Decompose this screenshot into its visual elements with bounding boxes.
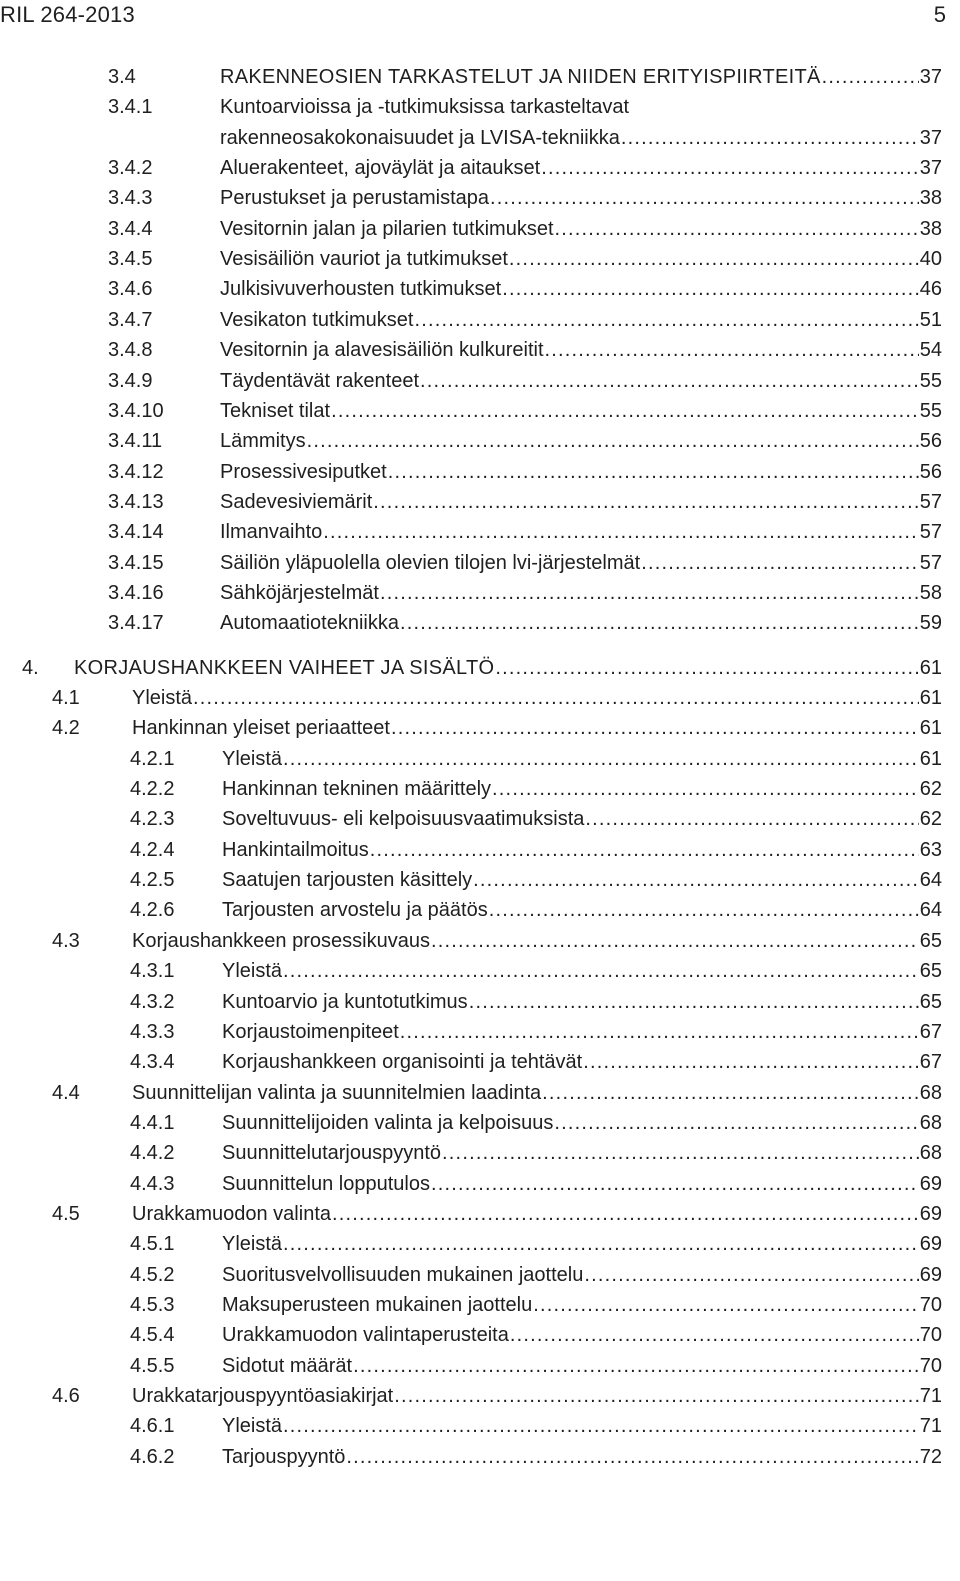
toc-entry-title: Suunnittelijoiden valinta ja kelpoisuus bbox=[222, 1111, 554, 1134]
toc-entry-number: 3.4.15 bbox=[108, 551, 164, 574]
toc-entry bbox=[108, 244, 942, 274]
toc-entry-number: 4.2.5 bbox=[130, 869, 175, 892]
toc-entry-number: 3.4.13 bbox=[108, 490, 164, 513]
toc-entry-number: 4.4.3 bbox=[130, 1172, 175, 1195]
toc-entry-page: 70 bbox=[919, 1294, 942, 1316]
toc-entry bbox=[130, 744, 942, 774]
toc-entry-number: 4.6.2 bbox=[130, 1445, 175, 1468]
toc-entry-title: Tarjousten arvostelu ja päätös bbox=[222, 899, 488, 922]
toc-entry bbox=[130, 865, 942, 895]
toc-entry-number: 4.3 bbox=[52, 929, 80, 952]
toc-dot-leader bbox=[533, 1290, 919, 1320]
toc-entry-page: 38 bbox=[919, 187, 942, 210]
toc-entry-title: Yleistä bbox=[222, 1233, 283, 1256]
toc-dot-leader bbox=[822, 62, 919, 92]
toc-dot-leader bbox=[502, 274, 919, 304]
toc-entry-number: 4.5.5 bbox=[130, 1354, 175, 1377]
toc-entry-page: 56 bbox=[919, 430, 942, 453]
toc-entry-title: Sähköjärjestelmät bbox=[220, 581, 379, 604]
toc-entry-page: 68 bbox=[919, 1111, 942, 1134]
toc-entry-page: 37 bbox=[919, 157, 942, 180]
toc-entry bbox=[130, 1017, 942, 1047]
toc-dot-leader bbox=[492, 774, 919, 804]
toc-entry bbox=[108, 274, 942, 304]
toc-dot-leader bbox=[193, 683, 919, 713]
toc-entry bbox=[108, 62, 942, 92]
toc-entry-number: 4.2.1 bbox=[130, 747, 175, 770]
toc-entry-page: 57 bbox=[919, 551, 942, 574]
toc-entry-number: 4.5.2 bbox=[130, 1263, 175, 1286]
toc-entry-number: 3.4.11 bbox=[108, 430, 163, 453]
toc-entry-title: Korjaustoimenpiteet bbox=[222, 1020, 399, 1043]
toc-entry-page: 67 bbox=[919, 1051, 942, 1074]
toc-dot-leader bbox=[542, 1078, 919, 1108]
toc-dot-leader bbox=[380, 578, 919, 608]
toc-entry-number: 3.4.5 bbox=[108, 248, 153, 271]
toc-dot-leader bbox=[394, 1381, 919, 1411]
toc-entry-title: Korjaushankkeen organisointi ja tehtävät bbox=[222, 1051, 583, 1074]
toc-entry-page: 40 bbox=[919, 248, 942, 271]
toc-entry-number: 4.1 bbox=[52, 687, 80, 709]
toc-entry bbox=[108, 578, 942, 608]
toc-entry-number: 4.6.1 bbox=[130, 1415, 175, 1438]
toc-dot-leader bbox=[307, 426, 919, 456]
toc-entry-page: 57 bbox=[919, 490, 942, 513]
page-number: 5 bbox=[933, 2, 946, 27]
toc-entry-page: 56 bbox=[919, 460, 942, 483]
toc-entry-title: Suunnittelijan valinta ja suunnitelmien laadinta bbox=[132, 1081, 542, 1104]
toc-entry-number: 3.4.17 bbox=[108, 612, 164, 635]
toc-dot-leader bbox=[554, 1108, 918, 1138]
toc-entry bbox=[22, 653, 942, 683]
toc-entry-number: 4.2.4 bbox=[130, 838, 175, 861]
toc-entry bbox=[108, 335, 942, 365]
toc-entry-page: 38 bbox=[919, 217, 942, 240]
toc-entry bbox=[130, 804, 942, 834]
toc-dot-leader bbox=[331, 396, 919, 426]
toc-entry bbox=[130, 1320, 942, 1350]
toc-entry-title: Vesitornin jalan ja pilarien tutkimukset bbox=[220, 217, 554, 240]
toc-entry-title: Yleistä bbox=[222, 747, 283, 770]
toc-entry-title: Suunnittelutarjouspyyntö bbox=[222, 1142, 442, 1165]
toc-entry-title: Yleistä bbox=[132, 687, 193, 709]
toc-entry-number: 3.4.9 bbox=[108, 369, 153, 392]
toc-entry-page: 57 bbox=[919, 521, 942, 544]
toc-entry-page: 68 bbox=[919, 1081, 942, 1104]
toc-entry bbox=[130, 1260, 942, 1290]
toc-entry-title: Yleistä bbox=[222, 1415, 283, 1438]
toc-dot-leader bbox=[373, 487, 918, 517]
toc-entry-title: Perustukset ja perustamistapa bbox=[220, 187, 490, 210]
toc-dot-leader bbox=[541, 153, 919, 183]
toc-entry-number: 4.2 bbox=[52, 717, 80, 740]
toc-entry-title: Prosessivesiputket bbox=[220, 460, 387, 483]
toc-entry bbox=[52, 1078, 942, 1108]
toc-entry-title: Urakkamuodon valintaperusteita bbox=[222, 1324, 509, 1347]
toc-entry-number: 3.4.2 bbox=[108, 157, 153, 180]
toc-entry-title: Vesisäiliön vauriot ja tutkimukset bbox=[220, 248, 508, 271]
toc-entry-page: 70 bbox=[919, 1324, 942, 1347]
toc-entry-title: Ilmanvaihto bbox=[220, 521, 323, 544]
toc-entry bbox=[130, 895, 942, 925]
toc-entry-number: 4.4.1 bbox=[130, 1111, 175, 1134]
toc-dot-leader bbox=[584, 1260, 918, 1290]
toc-dot-leader bbox=[641, 548, 919, 578]
toc-entry bbox=[130, 1411, 942, 1441]
toc-entry-number: 4.5 bbox=[52, 1202, 80, 1225]
toc-dot-leader bbox=[545, 335, 919, 365]
toc-entry-number: 3.4.4 bbox=[108, 217, 153, 240]
toc-entry bbox=[108, 123, 942, 153]
toc-entry bbox=[52, 1381, 942, 1411]
toc-entry-number: 3.4.1 bbox=[108, 96, 153, 119]
toc-dot-leader bbox=[400, 1017, 919, 1047]
toc-dot-leader bbox=[346, 1442, 918, 1472]
toc-entry bbox=[108, 517, 942, 547]
toc-dot-leader bbox=[509, 244, 919, 274]
toc-entry-title: Soveltuvuus- eli kelpoisuusvaatimuksista bbox=[222, 808, 585, 831]
toc-dot-leader bbox=[388, 457, 919, 487]
toc-dot-leader bbox=[283, 956, 919, 986]
toc-entry-page: 71 bbox=[919, 1415, 942, 1438]
toc-entry-title: Julkisivuverhousten tutkimukset bbox=[220, 278, 502, 301]
toc-entry-number: 3.4.8 bbox=[108, 339, 153, 362]
toc-entry-page: 64 bbox=[919, 869, 942, 892]
toc-dot-leader bbox=[323, 517, 918, 547]
toc-entry-page: 65 bbox=[919, 960, 942, 983]
toc-entry-number: 3.4.12 bbox=[108, 460, 164, 483]
toc-entry-page: 68 bbox=[919, 1142, 942, 1165]
toc-entry-number: 4.5.4 bbox=[130, 1324, 175, 1347]
toc-dot-leader bbox=[489, 895, 919, 925]
toc-entry bbox=[130, 1138, 942, 1168]
toc-entry-number: 3.4.14 bbox=[108, 521, 164, 544]
toc-entry bbox=[130, 835, 942, 865]
toc-entry-title: KORJAUSHANKKEEN VAIHEET JA SISÄLTÖ bbox=[74, 656, 495, 679]
toc-entry-title: Tarjouspyyntö bbox=[222, 1445, 346, 1468]
toc-entry-page: 65 bbox=[919, 929, 942, 952]
toc-entry bbox=[108, 92, 942, 122]
toc-entry-page: 59 bbox=[919, 612, 942, 635]
toc-entry-page: 61 bbox=[919, 656, 942, 679]
toc-entry-page: 67 bbox=[919, 1020, 942, 1043]
toc-entry-number: 4.3.4 bbox=[130, 1051, 175, 1074]
toc-dot-leader bbox=[510, 1320, 919, 1350]
toc-entry bbox=[130, 1108, 942, 1138]
toc-dot-leader bbox=[283, 744, 919, 774]
toc-entry-page: 55 bbox=[919, 369, 942, 392]
toc-entry-title: Säiliön yläpuolella olevien tilojen lvi-järjestelmät bbox=[220, 551, 641, 574]
toc-entry-number: 4.3.3 bbox=[130, 1020, 175, 1043]
toc-dot-leader bbox=[431, 926, 919, 956]
toc-dot-leader bbox=[431, 1169, 919, 1199]
toc-entry-title: Yleistä bbox=[222, 960, 283, 983]
toc-entry bbox=[108, 396, 942, 426]
toc-entry-title: Urakkatarjouspyyntöasiakirjat bbox=[132, 1385, 394, 1408]
toc-entry-title: Aluerakenteet, ajoväylät ja aitaukset bbox=[220, 157, 541, 180]
toc-entry bbox=[108, 457, 942, 487]
toc-entry-number: 4.2.6 bbox=[130, 899, 175, 922]
toc-entry bbox=[130, 956, 942, 986]
toc-entry-page: 65 bbox=[919, 990, 942, 1013]
toc-dot-leader bbox=[621, 123, 919, 153]
toc-entry bbox=[52, 713, 942, 743]
toc-entry-title: Täydentävät rakenteet bbox=[220, 369, 420, 392]
toc-entry-page: 62 bbox=[919, 778, 942, 801]
toc-entry-number: 4.6 bbox=[52, 1385, 80, 1408]
toc-entry bbox=[108, 487, 942, 517]
toc-entry-page: 61 bbox=[919, 687, 942, 709]
toc-entry bbox=[52, 926, 942, 956]
toc-entry bbox=[130, 774, 942, 804]
toc-entry bbox=[52, 683, 942, 713]
toc-dot-leader bbox=[583, 1047, 919, 1077]
toc-entry bbox=[108, 608, 942, 638]
toc-entry bbox=[108, 305, 942, 335]
toc-entry-page: 63 bbox=[919, 838, 942, 861]
toc-entry-title: Sadevesiviemärit bbox=[220, 490, 373, 513]
toc-entry-title: Korjaushankkeen prosessikuvaus bbox=[132, 929, 430, 952]
toc-dot-leader bbox=[442, 1138, 919, 1168]
toc-dot-leader bbox=[420, 366, 919, 396]
toc-entry bbox=[130, 1169, 942, 1199]
toc-entry-number: 3.4.10 bbox=[108, 399, 164, 422]
toc-entry bbox=[130, 1047, 942, 1077]
toc-entry-number: 4.4 bbox=[52, 1081, 80, 1104]
toc-dot-leader bbox=[495, 653, 918, 683]
toc-dot-leader bbox=[332, 1199, 919, 1229]
toc-entry-title: Kuntoarvio ja kuntotutkimus bbox=[222, 990, 468, 1013]
toc-entry-number: 3.4.7 bbox=[108, 308, 153, 331]
toc-dot-leader bbox=[414, 305, 918, 335]
toc-entry-page: 46 bbox=[919, 278, 942, 301]
toc-dot-leader bbox=[473, 865, 919, 895]
toc-entry-number: 4.3.1 bbox=[130, 960, 175, 983]
toc-entry-title: Hankinnan yleiset periaatteet bbox=[132, 717, 390, 740]
toc-entry-page: 58 bbox=[919, 581, 942, 604]
toc-entry-title: Kuntoarvioissa ja -tutkimuksissa tarkasteltavat bbox=[220, 96, 630, 119]
toc-entry bbox=[130, 1290, 942, 1320]
toc-entry-page: 72 bbox=[919, 1445, 942, 1468]
toc-entry-number: 3.4 bbox=[108, 66, 136, 88]
toc-entry bbox=[108, 366, 942, 396]
toc-entry-page: 61 bbox=[919, 717, 942, 740]
toc-entry bbox=[108, 183, 942, 213]
toc-dot-leader bbox=[283, 1229, 919, 1259]
toc-entry-page: 55 bbox=[919, 399, 942, 422]
toc-entry-number: 4.3.2 bbox=[130, 990, 175, 1013]
toc-entry-title: Tekniset tilat bbox=[220, 399, 331, 422]
document-id: RIL 264-2013 bbox=[0, 2, 135, 27]
toc-entry-page: 37 bbox=[919, 126, 942, 149]
toc-dot-leader bbox=[490, 183, 919, 213]
toc-entry-number: 4.5.3 bbox=[130, 1294, 175, 1316]
toc-entry bbox=[130, 987, 942, 1017]
toc-entry bbox=[130, 1442, 942, 1472]
toc-entry-title: Saatujen tarjousten käsittely bbox=[222, 869, 473, 892]
toc-entry bbox=[130, 1351, 942, 1381]
toc-entry-title: Maksuperusteen mukainen jaottelu bbox=[222, 1294, 533, 1316]
toc-entry-page: 54 bbox=[919, 339, 942, 362]
toc-entry-title: rakenneosakokonaisuudet ja LVISA-tekniikka bbox=[220, 126, 620, 149]
toc-entry-number: 3.4.3 bbox=[108, 187, 153, 210]
toc-entry-title: Vesitornin ja alavesisäiliön kulkureitit bbox=[220, 339, 544, 362]
toc-entry bbox=[52, 1199, 942, 1229]
toc-entry-page: 62 bbox=[919, 808, 942, 831]
toc-entry-page: 69 bbox=[919, 1263, 942, 1286]
toc-entry-page: 70 bbox=[919, 1354, 942, 1377]
toc-dot-leader bbox=[391, 713, 919, 743]
toc-entry bbox=[108, 426, 942, 456]
toc-entry-page: 69 bbox=[919, 1233, 942, 1256]
toc-dot-leader bbox=[370, 835, 919, 865]
toc-entry-number: 4. bbox=[22, 656, 39, 679]
toc-dot-leader bbox=[400, 608, 919, 638]
toc-entry bbox=[108, 153, 942, 183]
toc-entry bbox=[108, 214, 942, 244]
toc-entry-title: RAKENNEOSIEN TARKASTELUT JA NIIDEN ERITYISPIIRTEITÄ bbox=[220, 66, 821, 88]
toc-entry-number: 3.4.6 bbox=[108, 278, 153, 301]
toc-entry-number: 4.2.3 bbox=[130, 808, 175, 831]
toc-entry-page: 69 bbox=[919, 1172, 942, 1195]
page-header bbox=[0, 0, 960, 30]
toc-entry-title: Suunnittelun lopputulos bbox=[222, 1172, 430, 1195]
toc-entry-page: 61 bbox=[919, 747, 942, 770]
toc-entry-title: Sidotut määrät bbox=[222, 1354, 353, 1377]
toc-entry-title: Suoritusvelvollisuuden mukainen jaottelu bbox=[222, 1263, 584, 1286]
toc-entry bbox=[108, 548, 942, 578]
toc-entry bbox=[130, 1229, 942, 1259]
toc-entry-title: Automaatiotekniikka bbox=[220, 612, 399, 635]
toc-dot-leader bbox=[353, 1351, 919, 1381]
toc-entry-number: 4.2.2 bbox=[130, 778, 175, 801]
toc-dot-leader bbox=[469, 987, 919, 1017]
toc-entry-title: Vesikaton tutkimukset bbox=[220, 308, 414, 331]
toc-entry-page: 69 bbox=[919, 1202, 942, 1225]
toc-entry-title: Hankinnan tekninen määrittely bbox=[222, 778, 492, 801]
toc-entry-page: 71 bbox=[919, 1385, 942, 1408]
toc-entry-page: 64 bbox=[919, 899, 942, 922]
toc-entry-title: Lämmitys bbox=[220, 430, 306, 453]
toc-entry-number: 3.4.16 bbox=[108, 581, 164, 604]
toc-entry-number: 4.4.2 bbox=[130, 1142, 175, 1165]
toc-entry-number: 4.5.1 bbox=[130, 1233, 175, 1256]
toc-dot-leader bbox=[283, 1411, 919, 1441]
toc-entry-title: Hankintailmoitus bbox=[222, 838, 369, 861]
toc-entry-title: Urakkamuodon valinta bbox=[132, 1202, 331, 1225]
toc-entry-page: 37 bbox=[919, 66, 942, 88]
toc-dot-leader bbox=[585, 804, 918, 834]
toc-entry-page: 51 bbox=[919, 308, 942, 331]
toc-dot-leader bbox=[555, 214, 919, 244]
